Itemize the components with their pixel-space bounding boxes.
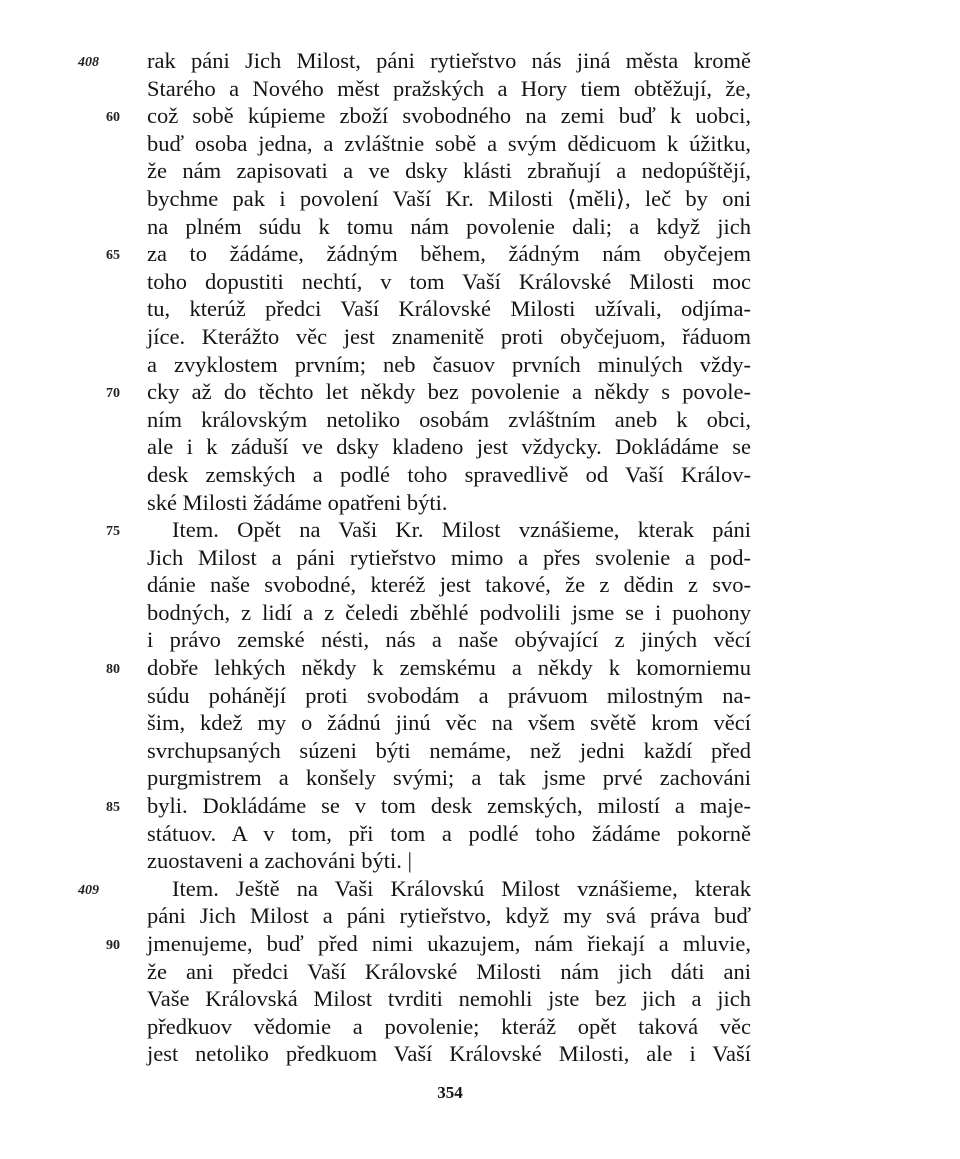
folio-reference: 408 bbox=[78, 55, 99, 70]
line-text: což sobě kúpieme zboží svobodného na zemi buď k uobci, bbox=[147, 103, 751, 129]
text-line bbox=[0, 985, 960, 1013]
text-line bbox=[0, 433, 960, 461]
text-line bbox=[0, 654, 960, 682]
text-line bbox=[0, 295, 960, 323]
line-text: a zvyklostem prvním; neb časuov prvních minulých vždy- bbox=[147, 351, 751, 377]
line-text: desk zemských a podlé toho spravedlivě od Vaší Králov- bbox=[147, 461, 751, 487]
line-text: předkuov vědomie a povolenie; kteráž opět taková věc bbox=[147, 1013, 751, 1039]
line-text: súdu pohánějí proti svobodám a právuom milostným na- bbox=[147, 682, 751, 708]
line-number: 65 bbox=[106, 248, 120, 264]
text-line bbox=[0, 1040, 960, 1068]
line-text: Starého a Nového měst pražských a Hory tiem obtěžují, že, bbox=[147, 75, 751, 101]
line-text: i právo zemské nésti, nás a naše obývající z jiných věcí bbox=[147, 627, 751, 653]
text-line bbox=[0, 240, 960, 268]
line-text: jmenujeme, buď před nimi ukazujem, nám řiekají a mluvie, bbox=[147, 931, 751, 956]
line-text: jest netoliko předkuom Vaší Královské Milosti, ale i Vaší bbox=[147, 1041, 751, 1067]
page-number: 354 bbox=[437, 1083, 463, 1102]
text-line bbox=[0, 323, 960, 351]
text-line bbox=[0, 461, 960, 489]
line-text: státuov. A v tom, při tom a podlé toho žádáme pokorně bbox=[147, 820, 751, 846]
text-line bbox=[0, 764, 960, 792]
text-line bbox=[0, 489, 960, 517]
line-text: zuostaveni a zachováni býti. | bbox=[147, 848, 413, 874]
text-line bbox=[0, 930, 960, 958]
line-text: byli. Dokládáme se v tom desk zemských, milostí a maje- bbox=[147, 793, 751, 819]
line-text: svrchupsaných súzeni býti nemáme, než jedni každí před bbox=[147, 737, 751, 763]
text-line bbox=[0, 626, 960, 654]
text-line bbox=[0, 102, 960, 130]
text-line bbox=[0, 213, 960, 241]
text-line bbox=[0, 516, 960, 544]
text-line bbox=[0, 682, 960, 710]
line-text: Item. Ještě na Vaši Královskú Milost vznášieme, kterak bbox=[172, 875, 751, 901]
line-number: 80 bbox=[106, 662, 120, 678]
line-number: 85 bbox=[106, 800, 120, 816]
line-text: cky až do těchto let někdy bez povolenie a někdy s povole- bbox=[147, 379, 751, 405]
line-text: že nám zapisovati a ve dsky klásti zbraňují a nedopúštějí, bbox=[147, 158, 751, 184]
line-text: páni Jich Milost a páni rytieřstvo, když my svá práva buď bbox=[147, 903, 751, 929]
line-text: dánie naše svobodné, kteréž jest takové, že z dědin z svo- bbox=[147, 572, 751, 598]
text-line bbox=[0, 47, 960, 75]
line-text: Jich Milost a páni rytieřstvo mimo a přes svolenie a pod- bbox=[147, 544, 751, 570]
line-text: ním královským netoliko osobám zvláštním aneb k obci, bbox=[147, 406, 751, 432]
line-text: buď osoba jedna, a zvláštnie sobě a svým dědicuom k úžitku, bbox=[147, 130, 751, 156]
line-text: za to žádáme, žádným během, žádným nám obyčejem bbox=[147, 241, 751, 267]
line-text: šim, kdež my o žádnú jinú věc na všem světě krom věcí bbox=[147, 710, 751, 736]
text-line bbox=[0, 902, 960, 930]
text-line bbox=[0, 875, 960, 903]
line-number: 90 bbox=[106, 938, 120, 953]
line-text: bychme pak i povolení Vaší Kr. Milosti ⟨měli⟩, leč by oni bbox=[147, 185, 751, 211]
line-text: tu, kterúž předci Vaší Královské Milosti užívali, odjíma- bbox=[147, 296, 751, 322]
line-number: 60 bbox=[106, 110, 120, 126]
text-line bbox=[0, 1013, 960, 1041]
text-line bbox=[0, 820, 960, 848]
text-line bbox=[0, 709, 960, 737]
text-line bbox=[0, 130, 960, 158]
text-line bbox=[0, 75, 960, 103]
text-line bbox=[0, 847, 960, 875]
folio-reference: 409 bbox=[78, 882, 99, 898]
text-line bbox=[0, 157, 960, 185]
text-body bbox=[0, 47, 960, 1068]
text-line bbox=[0, 737, 960, 765]
line-text: rak páni Jich Milost, páni rytieřstvo nás jiná města kromě bbox=[147, 48, 751, 73]
line-number: 70 bbox=[106, 386, 120, 402]
line-text: Vaše Královská Milost tvrditi nemohli jste bez jich a jich bbox=[147, 986, 751, 1012]
text-line bbox=[0, 185, 960, 213]
text-line bbox=[0, 351, 960, 379]
line-text: na plném súdu k tomu nám povolenie dali; a když jich bbox=[147, 213, 751, 239]
line-number: 75 bbox=[106, 524, 120, 540]
line-text: bodných, z lidí a z čeledi zběhlé podvolili jsme se i puohony bbox=[147, 599, 751, 625]
line-text: jíce. Kterážto věc jest znamenitě proti obyčejuom, řáduom bbox=[147, 323, 751, 349]
text-line bbox=[0, 599, 960, 627]
text-line bbox=[0, 378, 960, 406]
text-line bbox=[0, 406, 960, 434]
text-line bbox=[0, 958, 960, 986]
text-line bbox=[0, 544, 960, 572]
line-text: že ani předci Vaší Královské Milosti nám jich dáti ani bbox=[147, 958, 751, 984]
text-line bbox=[0, 792, 960, 820]
line-text: ale i k záduší ve dsky kladeno jest vždycky. Dokládáme se bbox=[147, 434, 751, 460]
line-text: dobře lehkých někdy k zemskému a někdy k komorniemu bbox=[147, 655, 751, 681]
line-text: toho dopustiti nechtí, v tom Vaší Královské Milosti moc bbox=[147, 268, 751, 294]
text-line bbox=[0, 571, 960, 599]
line-text: Item. Opět na Vaši Kr. Milost vznášieme, kterak páni bbox=[172, 517, 751, 543]
text-line bbox=[0, 268, 960, 296]
line-text: ské Milosti žádáme opatřeni býti. bbox=[147, 489, 448, 515]
line-text: purgmistrem a konšely svými; a tak jsme prvé zachováni bbox=[147, 765, 751, 791]
